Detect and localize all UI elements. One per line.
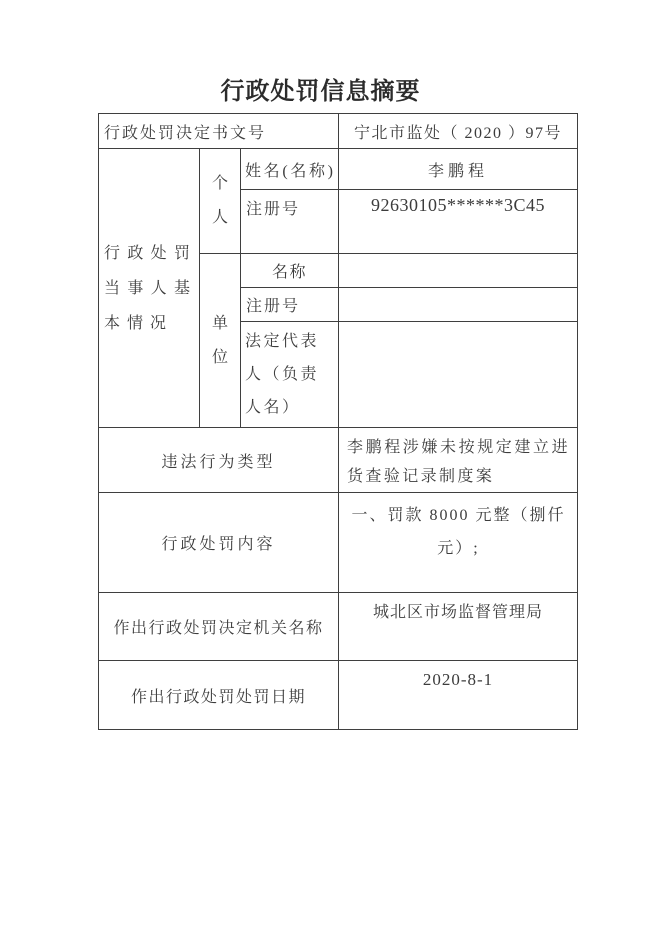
page-title: 行政处罚信息摘要 [220, 79, 421, 105]
party-section-label-cell [99, 149, 200, 428]
violation-type-label-cell: 违法行为类型 [99, 428, 339, 493]
unit-regno-label-cell: 注册号 [241, 288, 339, 322]
violation-type-value-cell: 李鹏程涉嫌未按规定建立进货查验记录制度案 [339, 428, 578, 493]
individual-label-cell [200, 149, 241, 254]
penalty-content-value-cell: 一、罚款 8000 元整（捌仟元）; [339, 493, 578, 593]
unit-name-label-cell: 名称 [241, 254, 339, 288]
legal-rep-label-cell: 法定代表人（负责人名） [241, 322, 339, 428]
individual-regno-value-cell: 92630105******3C45 [339, 190, 578, 254]
doc-number-value-cell: 宁北市监处（ 2020 ）97号 [339, 114, 578, 149]
penalty-date-value-cell: 2020-8-1 [339, 661, 578, 730]
unit-label: 单位 [211, 314, 228, 366]
individual-regno-label-cell: 注册号 [241, 190, 339, 254]
individual-label: 个人 [211, 175, 228, 226]
penalty-summary-table [98, 113, 578, 730]
authority-label-cell: 作出行政处罚决定机关名称 [99, 593, 339, 661]
unit-label-cell [200, 254, 241, 428]
individual-name-value-cell: 李鹏程 [339, 149, 578, 190]
unit-regno-value-cell [339, 288, 578, 322]
unit-name-value-cell [339, 254, 578, 288]
doc-number-label-cell: 行政处罚决定书文号 [99, 114, 339, 149]
legal-rep-value-cell [339, 322, 578, 428]
authority-value-cell: 城北区市场监督管理局 [339, 593, 578, 661]
penalty-date-label-cell: 作出行政处罚处罚日期 [99, 661, 339, 730]
penalty-content-label-cell: 行政处罚内容 [99, 493, 339, 593]
party-section-label: 行政处罚当事人基本情况 [104, 244, 197, 332]
individual-name-label-cell: 姓名(名称) [241, 149, 339, 190]
